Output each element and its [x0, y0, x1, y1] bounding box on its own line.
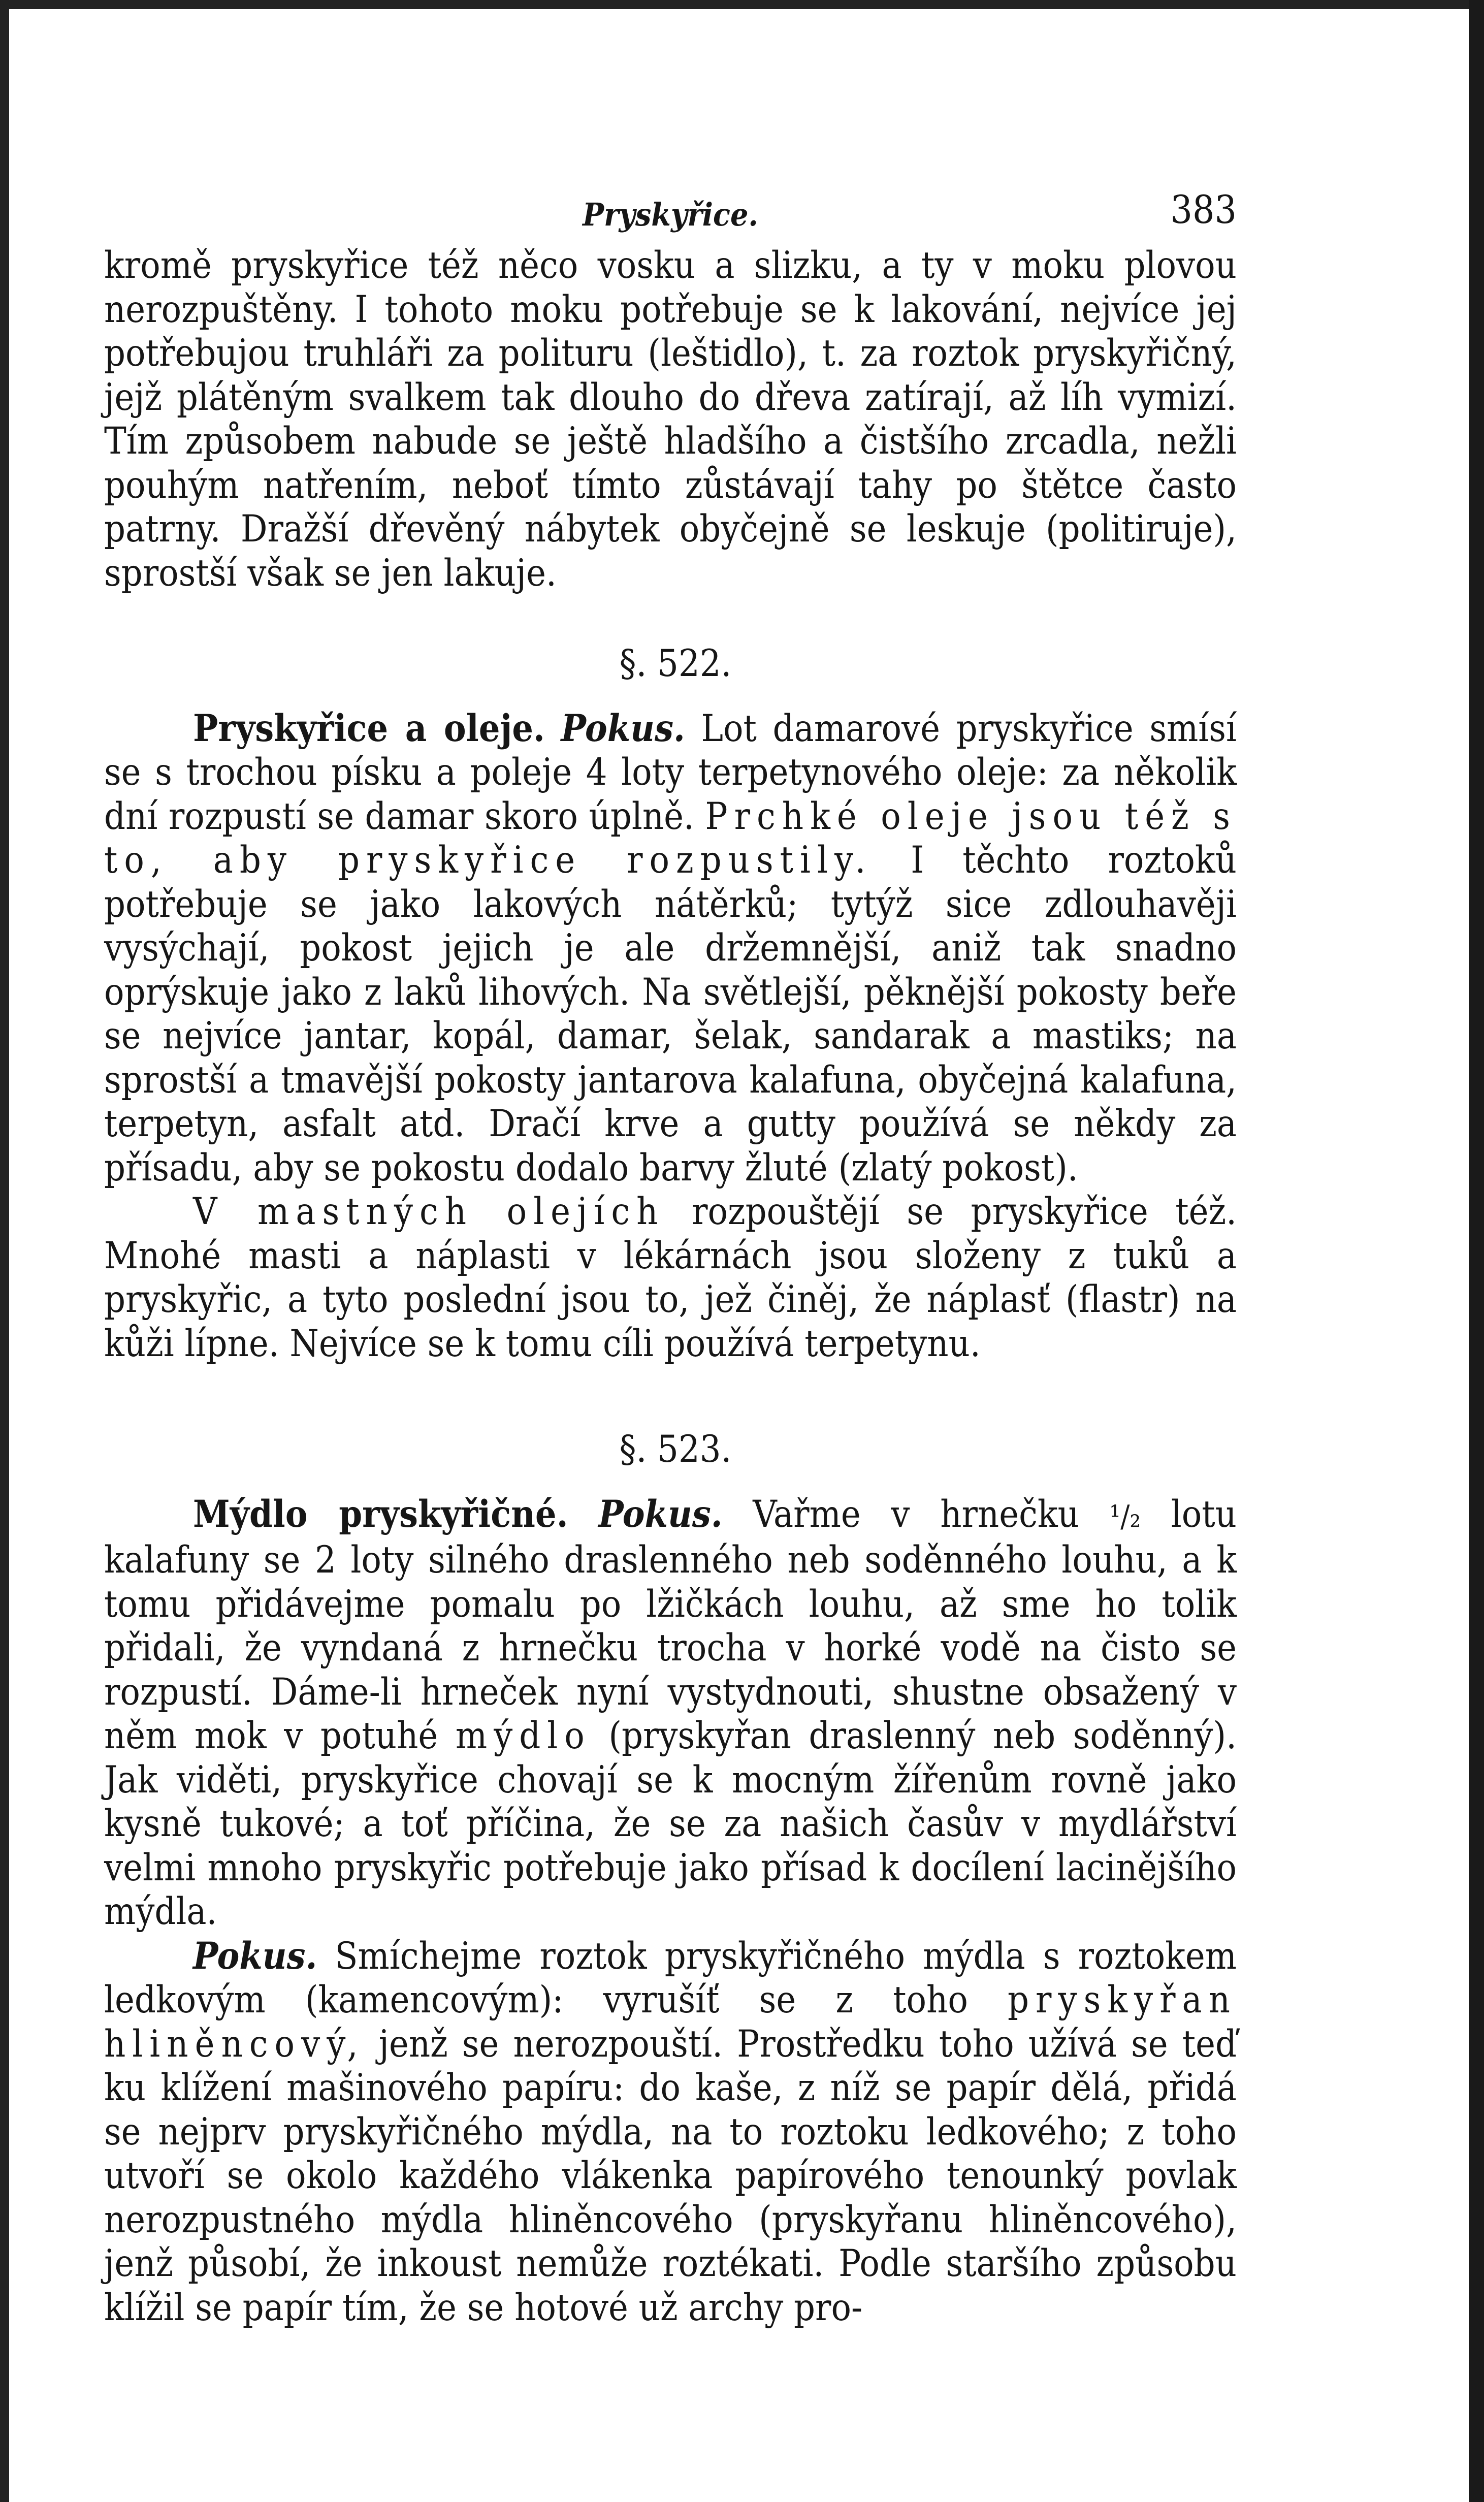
- section-522-pokus: Pokus.: [561, 706, 685, 750]
- scan-border-left: [0, 0, 9, 2502]
- section-523-text-d: Smíchejme roztok pryskyřičného mýdla s roztokem ledkovým (kamencovým): vyrušíť se z toho: [104, 1934, 1237, 2022]
- section-522-spaced-b: V mastných olejích: [193, 1190, 665, 1233]
- section-522-text-a: Lot damarové pryskyřice smísí se s trochou písku a poleje 4 loty terpetynového oleje: za několik dní rozpustí se damar skoro úplně.: [104, 707, 1237, 838]
- section-523-fraction: ¹/₂: [1109, 1498, 1141, 1534]
- scan-border-top: [0, 0, 1484, 9]
- section-523-paragraph-1: [104, 1492, 1237, 1934]
- section-522-spaced-a: Prchké oleje jsou též s to, aby pryskyřice rozpustily.: [104, 794, 1237, 882]
- section-523-text-e: jenž se nerozpouští. Prostředku toho užívá se teď ku klížení mašinového papíru: do kaše, z níž se papír dělá, přidá se nejprv pryskyřičného mýdla, na to roztoku ledkového; z toho utvoří se okolo každého vlákenka papírového tenounký povlak nerozpustného mýdla hliněncového (pryskyřanu hliněncového), jenž působí, že inkoust nemůže roztékati. Podle staršího způsobu klížil se papír tím, že se hotové už archy pro-: [104, 2022, 1237, 2329]
- book-page: [104, 188, 1237, 2330]
- running-title: Pryskyřice.: [583, 196, 758, 233]
- section-523-paragraph-2: [104, 1934, 1237, 2330]
- section-522-heading: Pryskyřice a oleje.: [193, 706, 545, 750]
- section-number-523: §. 523.: [619, 1428, 732, 1471]
- section-523-heading: Mýdlo pryskyřičné.: [193, 1492, 568, 1536]
- section-522-text-b: I těchto roztoků potřebuje se jako lakových nátěrků; tytýž sice zdlouhavěji vysýchají, pokost jejich je ale držemnější, aniž tak snadno oprýskuje jako z laků lihových. Na světlejší, pěknější pokosty beře se nejvíce jantar, kopál, damar, šelak, sandarak a mastiks; na sprostší a tmavější pokosty jantarova kalafuna, obyčejná kalafuna, terpetyn, asfalt atd. Dračí krve a gutty používá se někdy za přísadu, aby se pokostu dodalo barvy žluté (zlatý pokost).: [104, 839, 1237, 1190]
- section-523-pokus-2: Pokus.: [193, 1934, 317, 1978]
- section-523-text-c: (pryskyřan draslenný neb soděnný). Jak viděti, pryskyřice chovají se k mocným žířenům rovně jako kysně tukové; a toť příčina, že se za našich časův v mydlářství velmi mnoho pryskyřic potřebuje jako přísad k docílení lacinějšího mýdla.: [104, 1714, 1237, 1933]
- section-523-pokus: Pokus.: [598, 1492, 723, 1536]
- opening-paragraph: kromě pryskyřice též něco vosku a slizku, a ty v moku plovou nerozpuštěny. I tohoto moku potřebuje se k lakování, nejvíce jej potřebujou truhláři za polituru (leštidlo), t. za roztok pryskyřičný, jejž plátěným svalkem tak dlouho do dřeva zatírají, až líh vymizí. Tím způsobem nabude se ještě hladšího a čistšího zrcadla, nežli pouhým natřením, neboť tímto zůstávají tahy po štětce často patrny. Dražší dřevěný nábytek obyčejně se leskuje (politiruje), sprostší však se jen lakuje.: [104, 244, 1237, 595]
- scan-border-right: [1469, 0, 1484, 2502]
- section-523-text-a: Vařme v hrnečku: [722, 1492, 1110, 1536]
- section-522-paragraph-2: [104, 1190, 1237, 1366]
- section-523-spaced-a: mýdlo: [455, 1714, 591, 1757]
- section-522-paragraph-1: [104, 707, 1237, 1191]
- page-header: [104, 188, 1237, 244]
- section-522-text-c: rozpouštějí se pryskyřice též. Mnohé masti a náplasti v lékárnách jsou složeny z tuků a pryskyřic, a tyto poslední jsou to, jež činěj, že náplasť (flastr) na kůži lípne. Nejvíce se k tomu cíli používá terpetynu.: [104, 1190, 1237, 1365]
- section-523-spaced-b: pryskyřan hliněncový,: [104, 1978, 1237, 2066]
- section-523-text-b: lotu kalafuny se 2 loty silného draslenného neb soděnného louhu, a k tomu přidávejme pomalu po lžičkách louhu, až sme ho tolik přidali, že vyndaná z hrnečku trocha v horké vodě na čisto se rozpustí. Dáme-li hrneček nyní vystydnouti, shustne obsažený v něm mok v potuhé: [104, 1492, 1237, 1757]
- page-number: 383: [1170, 187, 1237, 232]
- section-number-522: §. 522.: [619, 642, 732, 685]
